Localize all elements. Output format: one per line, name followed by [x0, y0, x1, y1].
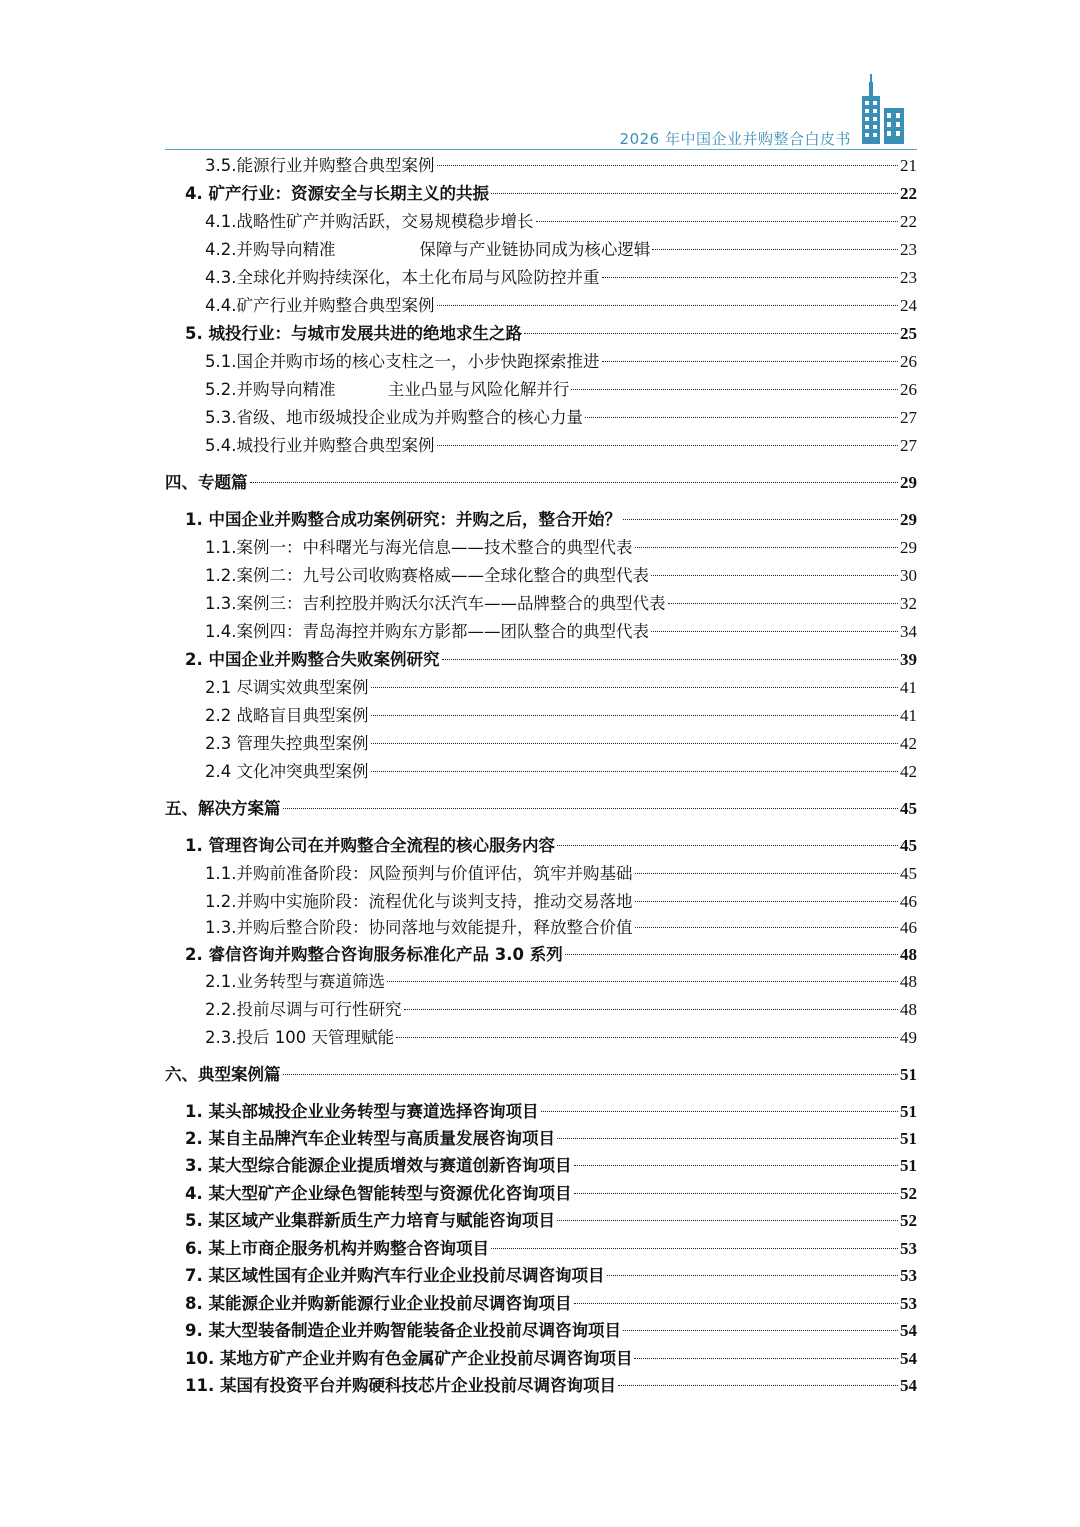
- dot-leader: [651, 575, 898, 576]
- toc-page-number: 54: [900, 1321, 917, 1340]
- toc-entry-title: 5. 某区域产业集群新质生产力培育与赋能咨询项目: [185, 1211, 555, 1230]
- dot-leader: [387, 981, 898, 982]
- toc-subsection-entry[interactable]: [165, 619, 917, 645]
- toc-page-number: 51: [900, 1065, 917, 1084]
- toc-entry-title: 1.2.案例二：九号公司收购赛格威——全球化整合的典型代表: [205, 566, 649, 585]
- dot-leader: [442, 659, 899, 660]
- toc-subsection-entry[interactable]: [165, 759, 917, 785]
- toc-page-number: 22: [900, 212, 917, 231]
- building-logo-icon: [857, 74, 909, 146]
- toc-page-number: 52: [900, 1211, 917, 1230]
- toc-subsection-entry[interactable]: [165, 209, 917, 235]
- dot-leader: [623, 519, 898, 520]
- dot-leader: [437, 305, 899, 306]
- dot-leader: [574, 1165, 899, 1166]
- document-title: 2026 年中国企业并购整合白皮书: [619, 130, 851, 148]
- dot-leader: [618, 1385, 898, 1386]
- toc-entry-title: 1.3.并购后整合阶段：协同落地与效能提升，释放整合价值: [205, 918, 633, 937]
- dot-leader: [491, 193, 898, 194]
- toc-entry-title: 5.2.并购导向精准 主业凸显与风险化解并行: [205, 380, 570, 399]
- toc-chapter-entry[interactable]: [165, 1236, 917, 1262]
- toc-page-number: 45: [900, 799, 917, 818]
- toc-page-number: 48: [900, 972, 917, 991]
- dot-leader: [371, 687, 899, 688]
- toc-subsection-entry[interactable]: [165, 591, 917, 617]
- toc-page-number: 54: [900, 1349, 917, 1368]
- toc-entry-title: 5.4.城投行业并购整合典型案例: [205, 436, 435, 455]
- dot-leader: [635, 901, 899, 902]
- toc-entry-title: 4. 某大型矿产企业绿色智能转型与资源优化咨询项目: [185, 1184, 572, 1203]
- toc-subsection-entry[interactable]: [165, 969, 917, 995]
- toc-page-number: 48: [900, 945, 917, 964]
- dot-leader: [524, 333, 898, 334]
- toc-chapter-entry[interactable]: [165, 1346, 917, 1372]
- toc-chapter-entry[interactable]: [165, 1099, 917, 1125]
- toc-page-number: 39: [900, 650, 917, 669]
- toc-chapter-entry[interactable]: [165, 647, 917, 673]
- toc-entry-title: 1. 管理咨询公司在并购整合全流程的核心服务内容: [185, 836, 555, 855]
- toc-subsection-entry[interactable]: [165, 535, 917, 561]
- toc-entry-title: 2.4 文化冲突典型案例: [205, 762, 369, 781]
- dot-leader: [574, 1193, 899, 1194]
- toc-subsection-entry[interactable]: [165, 1025, 917, 1051]
- toc-page-number: 23: [900, 268, 917, 287]
- toc-entry-title: 10. 某地方矿产企业并购有色金属矿产企业投前尽调咨询项目: [185, 1349, 633, 1368]
- toc-entry-title: 2. 某自主品牌汽车企业转型与高质量发展咨询项目: [185, 1129, 555, 1148]
- dot-leader: [491, 1248, 898, 1249]
- dot-leader: [585, 417, 898, 418]
- toc-page-number: 45: [900, 864, 917, 883]
- dot-leader: [635, 927, 899, 928]
- toc-subsection-entry[interactable]: [165, 377, 917, 403]
- toc-page-number: 41: [900, 678, 917, 697]
- toc-subsection-entry[interactable]: [165, 915, 917, 941]
- dot-leader: [250, 482, 899, 483]
- dot-leader: [371, 743, 899, 744]
- toc-entry-title: 3. 某大型综合能源企业提质增效与赛道创新咨询项目: [185, 1156, 572, 1175]
- toc-entry-title: 1.1.案例一：中科曙光与海光信息——技术整合的典型代表: [205, 538, 633, 557]
- dot-leader: [602, 361, 899, 362]
- toc-subsection-entry[interactable]: [165, 153, 917, 179]
- toc-page-number: 26: [900, 352, 917, 371]
- toc-page-number: 42: [900, 734, 917, 753]
- toc-page-number: 27: [900, 436, 917, 455]
- toc-page-number: 48: [900, 1000, 917, 1019]
- page-header: [165, 60, 917, 155]
- toc-subsection-entry[interactable]: [165, 731, 917, 757]
- toc-chapter-entry[interactable]: [165, 1291, 917, 1317]
- toc-chapter-entry[interactable]: [165, 1263, 917, 1289]
- toc-section-heading[interactable]: [165, 1062, 917, 1088]
- toc-page-number: 22: [900, 184, 917, 203]
- toc-subsection-entry[interactable]: [165, 563, 917, 589]
- toc-page-number: 53: [900, 1266, 917, 1285]
- toc-chapter-entry[interactable]: [165, 181, 917, 207]
- toc-entry-title: 2.3.投后 100 天管理赋能: [205, 1028, 394, 1047]
- dot-leader: [565, 954, 898, 955]
- toc-entry-title: 2.2.投前尽调与可行性研究: [205, 1000, 402, 1019]
- toc-entry-title: 1.1.并购前准备阶段：风险预判与价值评估，筑牢并购基础: [205, 864, 633, 883]
- toc-page-number: 25: [900, 324, 917, 343]
- dot-leader: [607, 1275, 899, 1276]
- toc-entry-title: 4.3.全球化并购持续深化，本土化布局与风险防控并重: [205, 268, 600, 287]
- dot-leader: [635, 547, 899, 548]
- toc-entry-title: 2.1 尽调实效典型案例: [205, 678, 369, 697]
- dot-leader: [623, 1330, 898, 1331]
- toc-entry-title: 2.2 战略盲目典型案例: [205, 706, 369, 725]
- dot-leader: [404, 1009, 899, 1010]
- toc-page-number: 53: [900, 1294, 917, 1313]
- toc-page-number: 34: [900, 622, 917, 641]
- toc-entry-title: 9. 某大型装备制造企业并购智能装备企业投前尽调咨询项目: [185, 1321, 621, 1340]
- toc-entry-title: 1. 中国企业并购整合成功案例研究：并购之后，整合开始？: [185, 510, 621, 529]
- toc-entry-title: 四、专题篇: [165, 473, 248, 492]
- toc-entry-title: 五、解决方案篇: [165, 799, 281, 818]
- dot-leader: [571, 389, 898, 390]
- toc-entry-title: 2.1.业务转型与赛道筛选: [205, 972, 385, 991]
- toc-entry-title: 4.2.并购导向精准 保障与产业链协同成为核心逻辑: [205, 240, 651, 259]
- toc-page-number: 23: [900, 240, 917, 259]
- toc-subsection-entry[interactable]: [165, 349, 917, 375]
- toc-chapter-entry[interactable]: [165, 1126, 917, 1152]
- dot-leader: [437, 445, 899, 446]
- toc-entry-title: 4.4.矿产行业并购整合典型案例: [205, 296, 435, 315]
- toc-page-number: 45: [900, 836, 917, 855]
- dot-leader: [602, 277, 899, 278]
- toc-entry-title: 11. 某国有投资平台并购硬科技芯片企业投前尽调咨询项目: [185, 1376, 616, 1395]
- toc-subsection-entry[interactable]: [165, 703, 917, 729]
- toc-page-number: 29: [900, 473, 917, 492]
- toc-entry-title: 4.1.战略性矿产并购活跃，交易规模稳步增长: [205, 212, 534, 231]
- toc-entry-title: 4. 矿产行业：资源安全与长期主义的共振: [185, 184, 489, 203]
- toc-page-number: 51: [900, 1102, 917, 1121]
- toc-page-number: 26: [900, 380, 917, 399]
- toc-subsection-entry[interactable]: [165, 237, 917, 263]
- dot-leader: [635, 873, 899, 874]
- toc-entry-title: 1. 某头部城投企业业务转型与赛道选择咨询项目: [185, 1102, 539, 1121]
- toc-page-number: 49: [900, 1028, 917, 1047]
- dot-leader: [652, 249, 898, 250]
- toc-chapter-entry[interactable]: [165, 1318, 917, 1344]
- toc-page-number: 51: [900, 1129, 917, 1148]
- toc-page-number: 46: [900, 918, 917, 937]
- toc-subsection-entry[interactable]: [165, 433, 917, 459]
- toc-subsection-entry[interactable]: [165, 889, 917, 915]
- toc-entry-title: 2. 睿信咨询并购整合咨询服务标准化产品 3.0 系列: [185, 945, 563, 964]
- toc-chapter-entry[interactable]: [165, 833, 917, 859]
- toc-page-number: 32: [900, 594, 917, 613]
- toc-section-heading[interactable]: [165, 796, 917, 822]
- toc-chapter-entry[interactable]: [165, 942, 917, 968]
- dot-leader: [541, 1111, 899, 1112]
- toc-entry-title: 5.1.国企并购市场的核心支柱之一，小步快跑探索推进: [205, 352, 600, 371]
- toc-entry-title: 8. 某能源企业并购新能源行业企业投前尽调咨询项目: [185, 1294, 572, 1313]
- toc-chapter-entry[interactable]: [165, 507, 917, 533]
- dot-leader: [557, 845, 898, 846]
- toc-page-number: 27: [900, 408, 917, 427]
- dot-leader: [283, 808, 899, 809]
- toc-subsection-entry[interactable]: [165, 265, 917, 291]
- dot-leader: [651, 631, 898, 632]
- toc-chapter-entry[interactable]: [165, 1373, 917, 1399]
- dot-leader: [557, 1220, 898, 1221]
- toc-entry-title: 1.3.案例三：吉利控股并购沃尔沃汽车——品牌整合的典型代表: [205, 594, 666, 613]
- toc-chapter-entry[interactable]: [165, 1181, 917, 1207]
- toc-page-number: 30: [900, 566, 917, 585]
- dot-leader: [536, 221, 899, 222]
- header-divider: [165, 149, 917, 150]
- toc-page-number: 54: [900, 1376, 917, 1395]
- toc-section-heading[interactable]: [165, 470, 917, 496]
- toc-entry-title: 1.2.并购中实施阶段：流程优化与谈判支持，推动交易落地: [205, 892, 633, 911]
- toc-entry-title: 5. 城投行业：与城市发展共进的绝地求生之路: [185, 324, 522, 343]
- toc-page-number: 53: [900, 1239, 917, 1258]
- toc-entry-title: 1.4.案例四：青岛海控并购东方影都——团队整合的典型代表: [205, 622, 649, 641]
- toc-page-number: 21: [900, 156, 917, 175]
- toc-page-number: 51: [900, 1156, 917, 1175]
- toc-entry-title: 2.3 管理失控典型案例: [205, 734, 369, 753]
- dot-leader: [574, 1303, 899, 1304]
- toc-subsection-entry[interactable]: [165, 293, 917, 319]
- toc-entry-title: 7. 某区域性国有企业并购汽车行业企业投前尽调咨询项目: [185, 1266, 605, 1285]
- dot-leader: [371, 715, 899, 716]
- dot-leader: [371, 771, 899, 772]
- toc-page-number: 52: [900, 1184, 917, 1203]
- toc-subsection-entry[interactable]: [165, 405, 917, 431]
- toc-page-number: 29: [900, 538, 917, 557]
- toc-page-number: 29: [900, 510, 917, 529]
- dot-leader: [634, 1358, 898, 1359]
- toc-entry-title: 5.3.省级、地市级城投企业成为并购整合的核心力量: [205, 408, 583, 427]
- dot-leader: [557, 1138, 898, 1139]
- toc-subsection-entry[interactable]: [165, 861, 917, 887]
- toc-subsection-entry[interactable]: [165, 997, 917, 1023]
- toc-page-number: 24: [900, 296, 917, 315]
- dot-leader: [668, 603, 899, 604]
- toc-entry-title: 2. 中国企业并购整合失败案例研究: [185, 650, 440, 669]
- toc-page-number: 46: [900, 892, 917, 911]
- toc-page-number: 42: [900, 762, 917, 781]
- toc-entry-title: 6. 某上市商企服务机构并购整合咨询项目: [185, 1239, 489, 1258]
- toc-subsection-entry[interactable]: [165, 675, 917, 701]
- toc-chapter-entry[interactable]: [165, 1208, 917, 1234]
- dot-leader: [283, 1074, 899, 1075]
- dot-leader: [396, 1037, 898, 1038]
- toc-entry-title: 六、典型案例篇: [165, 1065, 281, 1084]
- dot-leader: [437, 165, 899, 166]
- toc-entry-title: 3.5.能源行业并购整合典型案例: [205, 156, 435, 175]
- toc-chapter-entry[interactable]: [165, 1153, 917, 1179]
- toc-page-number: 41: [900, 706, 917, 725]
- toc-chapter-entry[interactable]: [165, 321, 917, 347]
